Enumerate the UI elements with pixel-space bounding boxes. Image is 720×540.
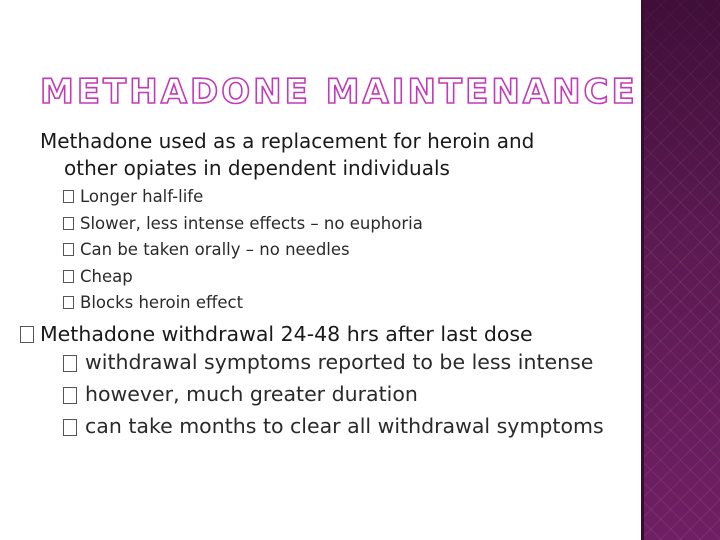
square-bullet-icon xyxy=(63,243,74,256)
list-item xyxy=(63,350,633,375)
list-item-text: withdrawal symptoms reported to be less intense xyxy=(85,350,594,374)
square-bullet-icon xyxy=(63,190,74,203)
list-item-text: Blocks heroin effect xyxy=(80,293,244,313)
property-bullet-list xyxy=(63,184,623,317)
withdrawal-bullet xyxy=(20,320,635,348)
list-item xyxy=(63,264,623,291)
withdrawal-detail-list xyxy=(63,350,633,446)
square-bullet-icon xyxy=(63,419,77,436)
square-bullet-icon xyxy=(20,326,34,343)
square-bullet-icon xyxy=(63,270,74,283)
list-item-text: Cheap xyxy=(80,266,133,286)
list-item-text: can take months to clear all withdrawal symptoms xyxy=(85,414,604,438)
list-item xyxy=(63,211,623,238)
decorative-side-panel xyxy=(641,0,720,540)
intro-paragraph xyxy=(40,128,630,182)
list-item xyxy=(63,382,633,407)
side-panel-edge xyxy=(641,0,644,540)
intro-line-1: Methadone used as a replacement for heroin and xyxy=(40,129,535,153)
list-item-text: however, much greater duration xyxy=(85,382,418,406)
list-item-text: Longer half-life xyxy=(80,187,204,206)
list-item xyxy=(63,237,623,264)
intro-line-2: other opiates in dependent individuals xyxy=(64,156,450,180)
list-item xyxy=(63,290,623,317)
square-bullet-icon xyxy=(63,387,77,404)
list-item-text: Slower, less intense effects – no euphoria xyxy=(80,213,423,233)
slide-title: METHADONE MAINTENANCE xyxy=(40,72,638,112)
square-bullet-icon xyxy=(63,355,77,372)
square-bullet-icon xyxy=(63,217,74,230)
list-item-text: Can be taken orally – no needles xyxy=(80,240,350,260)
withdrawal-bullet-text: Methadone withdrawal 24-48 hrs after last dose xyxy=(40,322,533,346)
square-bullet-icon xyxy=(63,296,74,309)
list-item xyxy=(63,414,633,439)
list-item xyxy=(63,184,623,211)
